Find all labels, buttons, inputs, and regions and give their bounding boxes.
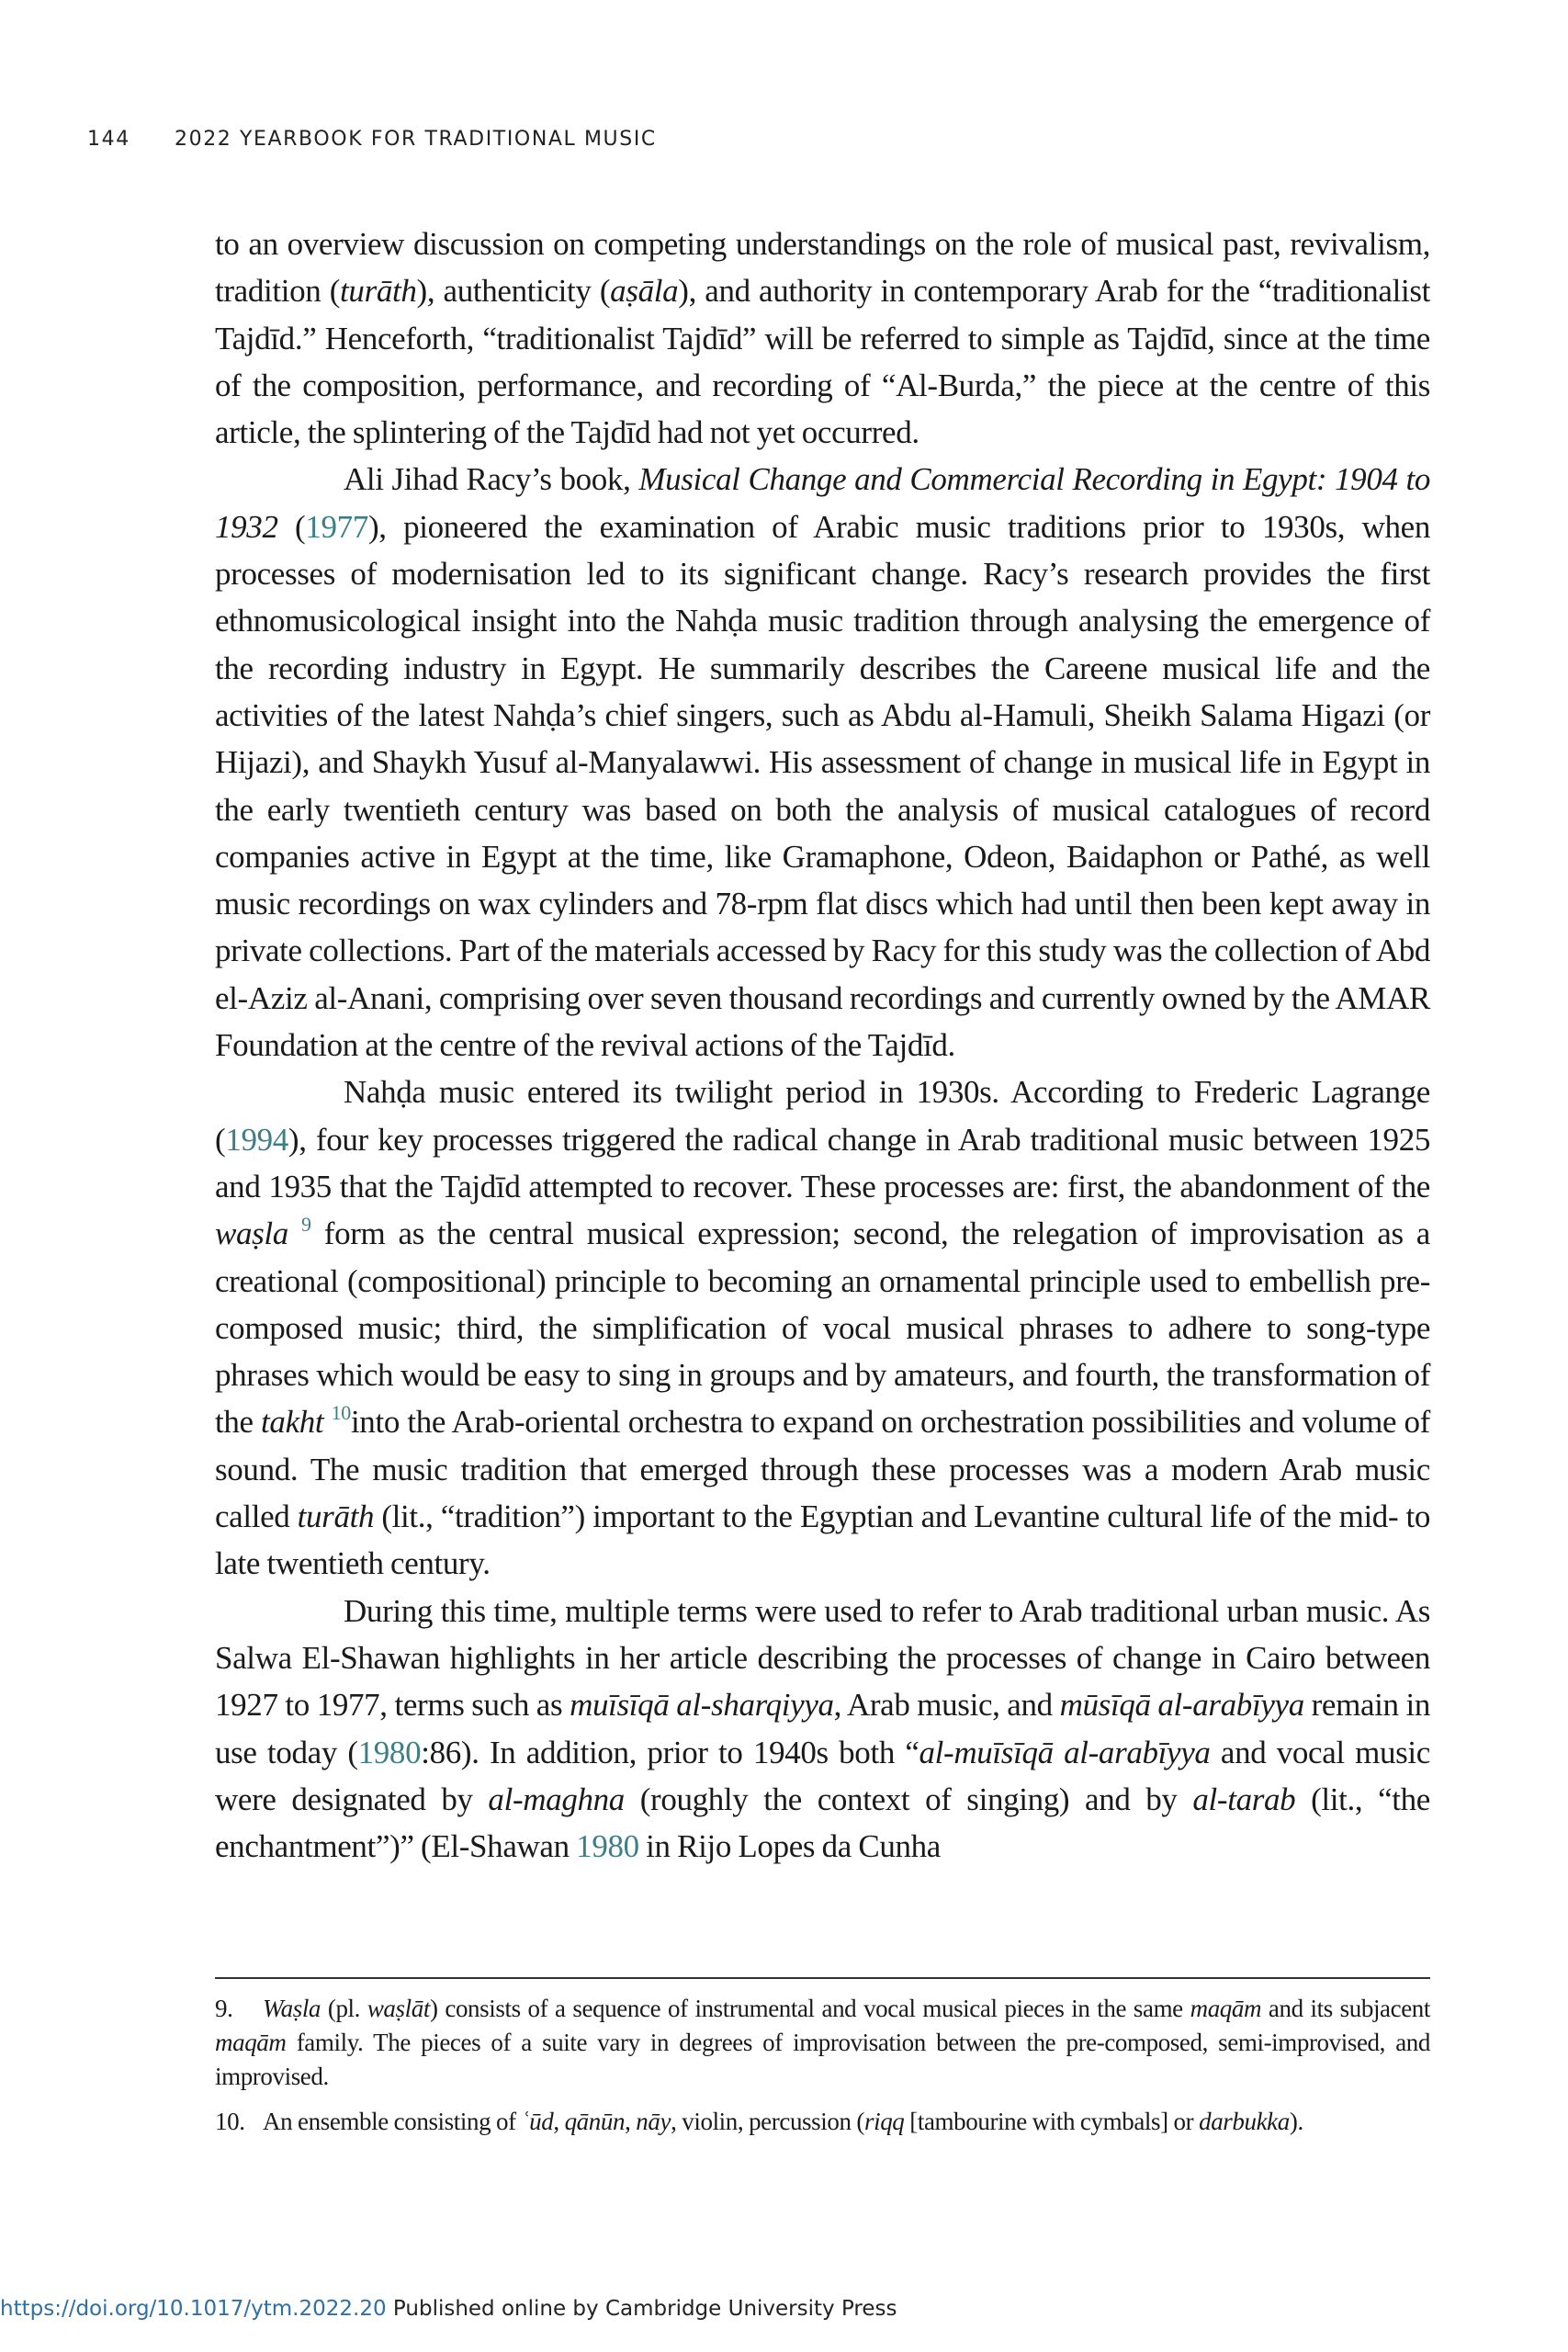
text-run: , [553,2108,565,2135]
italic-term: al-muīsīqā al-arabīyya [919,1734,1211,1770]
text-run: (lit., “the enchantment”)” (El-Shawan [215,1781,1430,1865]
text-run: to an overview discussion on competing understandings on the role of musical past, revivalism, tradition ( [215,226,1430,310]
text-run: and vocal music were designated by [215,1734,1430,1817]
text-run: , violin, percussion ( [671,2108,864,2135]
text-run: ( [277,508,306,545]
text-run: Nahḍa music entered its twilight period in 1930s. According to Frederic Lagrange ( [215,1074,1430,1158]
italic-term: ʿūd [521,2108,554,2135]
italic-term: turāth [297,1498,375,1535]
text-run: ), and authority in contemporary Arab for the “traditionalist Tajdīd.” Henceforth, “traditionalist Tajdīd” will be referred to simple as Tajdīd, since at the time of the composition, performance, and recording of “Al-Burda,” the piece at the centre of this article, the splintering of the Tajdīd had not yet occurred. [215,273,1430,451]
text-run: An ensemble consisting of [263,2108,522,2135]
footnote-number: 10. [215,2108,245,2135]
citation-link-1980[interactable]: 1980 [357,1734,422,1770]
footnote-10 [215,2105,1430,2139]
italic-term: riqq [864,2108,905,2135]
italic-term: aṣāla [610,273,679,310]
italic-term: waṣlāt [367,1995,430,2022]
text-run: Ali Jihad Racy’s book, [344,461,639,498]
paragraph-2 [215,456,1430,1069]
text-run: , Arab music, and [833,1687,1060,1724]
text-run: remain in use today ( [215,1687,1431,1770]
text-run: form as the central musical expression; second, the relegation of improvisation as a creational (compositional) principle to becoming an ornamental principle used to embellish pre-composed music; third, the simplification of vocal musical phrases to adhere to song-type phrases which would be easy to sing in groups and by amateurs, and fourth, the transformation of the [215,1216,1430,1441]
text-run: ) consists of a sequence of instrumental and vocal musical pieces in the same [429,1995,1190,2022]
footnote-ref-9[interactable]: 9 [301,1213,311,1237]
publisher-text: Published online by Cambridge University Press [386,2297,897,2321]
text-run: ), four key processes triggered the radical change in Arab traditional music between 1925 and 1935 that the Tajdīd attempted to recover. These processes are: first, the abandonment of the [215,1121,1430,1204]
italic-term: waṣla [215,1216,288,1252]
italic-term: mūsīqā al-arabīyya [1059,1687,1304,1724]
italic-term: Waṣla [263,1995,321,2022]
italic-term: takht [261,1404,324,1441]
book-title: Musical Change and Commercial Recording in Egypt: 1904 to 1932 [215,461,1430,545]
text-run: [tambourine with cymbals] or [904,2108,1200,2135]
text-run: (roughly the context of singing) and by [624,1781,1193,1817]
italic-term: muīsīqā al-sharqiyya [570,1687,834,1724]
text-run: in Rijo Lopes da Cunha [638,1828,941,1865]
footnote-number: 9. [215,1995,233,2022]
citation-link-1980-second[interactable]: 1980 [576,1828,639,1865]
page-number: 144 [87,128,130,151]
italic-term: qānūn [564,2108,626,2135]
italic-term: turāth [340,273,417,310]
paragraph-4 [215,1588,1430,1871]
doi-link[interactable]: https://doi.org/10.1017/ytm.2022.20 [0,2297,387,2321]
text-run: and its subjacent [1261,1995,1431,2022]
running-head [87,128,657,151]
footnote-divider [215,1977,1430,1979]
text-run: (pl. [321,1995,367,2022]
italic-term: maqām [1190,1995,1262,2022]
text-run: into the Arab-oriental orchestra to expand on orchestration possibilities and volume of sound. The music tradition that emerged through these processes was a modern Arab music called [215,1404,1430,1535]
citation-link-1994[interactable]: 1994 [225,1121,288,1158]
text-run: :86). In addition, prior to 1940s both “ [421,1734,919,1770]
italic-term: maqām [215,2029,287,2056]
citation-link-1977[interactable]: 1977 [305,508,368,545]
italic-term: darbukka [1199,2108,1290,2135]
text-run: family. The pieces of a suite vary in degrees of improvisation between the pre-composed, semi-improvised, and improvised. [215,2029,1430,2090]
source-footer [0,2297,897,2321]
footnote-9 [215,1992,1430,2094]
text-run: (lit., “tradition”) important to the Egyptian and Levantine cultural life of the mid- to late twentieth century. [215,1498,1430,1582]
text-run: ), authenticity ( [416,273,611,310]
text-run: , [625,2108,637,2135]
footnotes [215,1992,1430,2150]
paragraph-1 [215,220,1430,456]
article-body [215,220,1430,1870]
text-run: During this time, multiple terms were used to refer to Arab traditional urban music. As Salwa El-Shawan highlights in her article describing the processes of change in Cairo between 1927 to 1977, terms such as [215,1592,1430,1724]
text-run: ). [1289,2108,1303,2135]
italic-term: nāy [636,2108,671,2135]
italic-term: al-tarab [1192,1781,1296,1817]
paragraph-3 [215,1069,1430,1587]
italic-term: al-maghna [488,1781,625,1817]
footnote-ref-10[interactable]: 10 [331,1401,351,1425]
text-run: ), pioneered the examination of Arabic music traditions prior to 1930s, when processes of modernisation led to its significant change. Racy’s research provides the first ethnomusicological insight into the Nahḍa music tradition through analysing the emergence of the recording industry in Egypt. He summarily describes the Careene musical life and the activities of the latest Nahḍa’s chief singers, such as Abdu al-Hamuli, Sheikh Salama Higazi (or Hijazi), and Shaykh Yusuf al-Manyalawwi. His assessment of change in musical life in Egypt in the early twentieth century was based on both the analysis of musical catalogues of record companies active in Egypt at the time, like Gramaphone, Odeon, Baidaphon or Pathé, as well music recordings on wax cylinders and 78-rpm flat discs which had until then been kept away in private collections. Part of the materials accessed by Racy for this study was the collection of Abd el-Aziz al-Anani, comprising over seven thousand recordings and currently owned by the AMAR Foundation at the centre of the revival actions of the Tajdīd. [215,508,1430,1064]
journal-title: 2022 YEARBOOK FOR TRADITIONAL MUSIC [175,128,657,151]
